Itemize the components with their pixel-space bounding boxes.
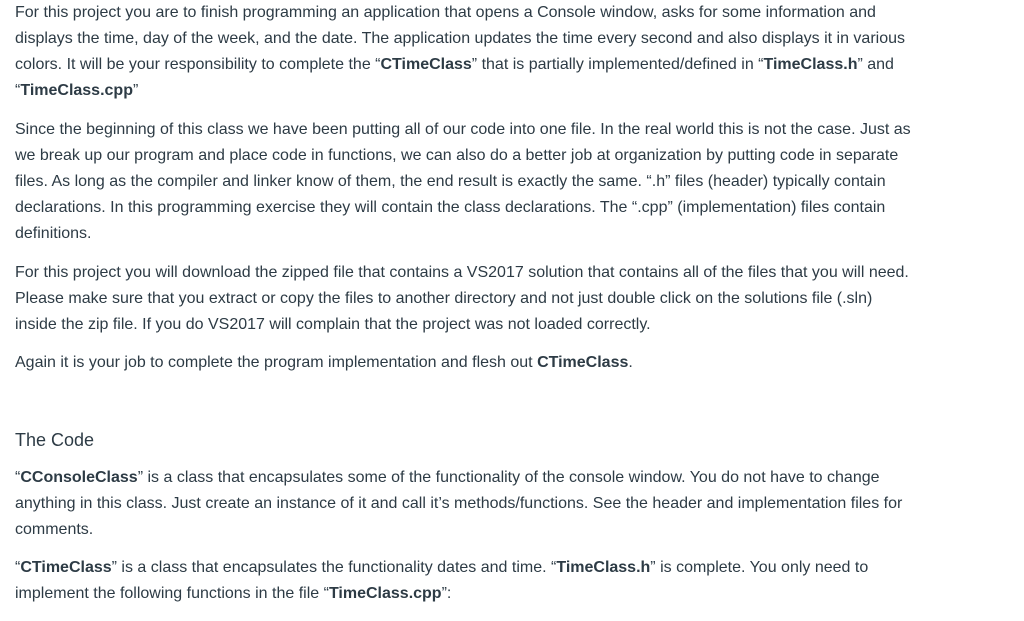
again-text-2: . <box>628 354 633 371</box>
again-text-1: Again it is your job to complete the program implementation and flesh out <box>15 354 538 371</box>
time-text-1: “ <box>15 559 21 576</box>
intro-text-2: ” that is partially implemented/defined in “ <box>471 56 764 73</box>
paragraph-again <box>15 350 915 376</box>
paragraph-download: For this project you will download the zipped file that contains a VS2017 solution that contains all of the files that you will need. Please make sure that you extract or copy the files to another directory and not just double click on the solutions file (.sln) inside the zip file. If you do VS2017 will complain that the project was not loaded correctly. <box>15 264 909 333</box>
intro-bold-timeclass-h: TimeClass.h <box>763 56 858 73</box>
intro-bold-timeclass-cpp: TimeClass.cpp <box>20 82 133 99</box>
intro-text-4: ” <box>132 82 139 99</box>
section-heading-the-code: The Code <box>15 430 95 450</box>
console-text-2: ” is a class that encapsulates some of the functionality of the console window. You do not have to change anything in this class. Just create an instance of it and call it’s methods/functions. See the header and implementation files for comments. <box>15 469 903 538</box>
paragraph-intro <box>15 0 915 104</box>
time-bold-ctimeclass: CTimeClass <box>20 559 112 576</box>
time-text-4: ”: <box>441 585 452 602</box>
console-bold-cconsoleclass: CConsoleClass <box>20 469 138 486</box>
time-bold-timeclass-cpp: TimeClass.cpp <box>328 585 442 602</box>
paragraph-cconsoleclass <box>15 465 915 543</box>
again-bold-ctimeclass: CTimeClass <box>537 354 629 371</box>
paragraph-files: Since the beginning of this class we have been putting all of our code into one file. In the real world this is not the case. Just as we break up our program and place code in functions, we can also do a better job at organization by putting code in separate files. As long as the compiler and linker know of them, the end result is exactly the same. “.h” files (header) typically contain declarations. In this programming exercise they will contain the class declarations. The “.cpp” (implementation) files contain definitions. <box>15 121 911 242</box>
time-text-2: ” is a class that encapsulates the functionality dates and time. “ <box>111 559 557 576</box>
time-bold-timeclass-h: TimeClass.h <box>556 559 651 576</box>
intro-bold-ctimeclass: CTimeClass <box>380 56 472 73</box>
paragraph-ctimeclass <box>15 555 915 607</box>
intro-text-1: For this project you are to finish programming an application that opens a Console window, asks for some information and displays the time, day of the week, and the date. The application updates the time every second and also displays it in various colors. It will be your responsibility to complete the “ <box>15 4 906 73</box>
time-text-3: ” is complete. You only need to implement the following functions in the file “ <box>15 559 869 602</box>
console-text-1: “ <box>15 469 21 486</box>
intro-text-3: ” and “ <box>15 56 894 99</box>
